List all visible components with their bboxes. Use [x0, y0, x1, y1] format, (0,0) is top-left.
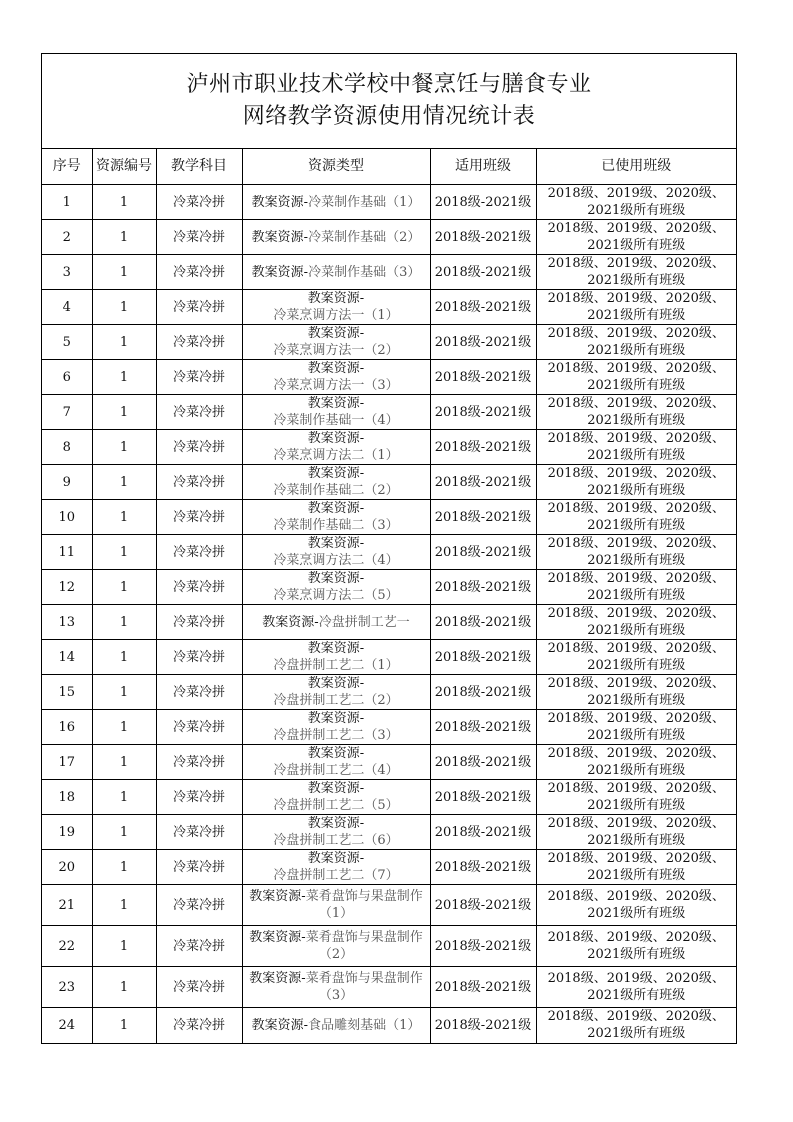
table-row — [42, 430, 736, 465]
type-prefix: 教案资源- — [307, 676, 365, 691]
type-prefix: 教案资源- — [251, 229, 309, 245]
cell-seq: 18 — [42, 780, 92, 815]
cell-used — [536, 570, 736, 605]
cell-code: 1 — [92, 710, 156, 745]
table-row — [42, 325, 736, 360]
type-prefix: 教案资源- — [307, 361, 365, 376]
cell-type — [242, 605, 430, 640]
cell-type — [242, 430, 430, 465]
cell-subject: 冷菜冷拼 — [156, 255, 242, 290]
cell-subject: 冷菜冷拼 — [156, 850, 242, 885]
used-line-1: 2018级、2019级、2020级、 — [547, 571, 725, 586]
used-line-2: 2021级所有班级 — [587, 798, 686, 813]
table-row — [42, 220, 736, 255]
type-detail: 冷菜制作基础（2） — [308, 229, 421, 245]
used-line-2: 2021级所有班级 — [587, 343, 686, 358]
cell-used — [536, 850, 736, 885]
cell-type — [242, 710, 430, 745]
used-line-1: 2018级、2019级、2020级、 — [547, 930, 725, 945]
cell-code: 1 — [92, 430, 156, 465]
type-prefix: 教案资源- — [251, 194, 309, 210]
table-row — [42, 815, 736, 850]
title-line-2: 网络教学资源使用情况统计表 — [242, 104, 536, 129]
type-detail: 冷菜制作基础（1） — [308, 194, 421, 210]
used-line-1: 2018级、2019级、2020级、 — [547, 641, 725, 656]
used-line-1: 2018级、2019级、2020级、 — [547, 781, 725, 796]
cell-applicable: 2018级-2021级 — [430, 640, 536, 675]
type-prefix: 教案资源- — [307, 746, 365, 761]
cell-code: 1 — [92, 967, 156, 1008]
statistics-sheet — [41, 53, 737, 1044]
header-code: 资源编号 — [92, 149, 156, 185]
type-prefix: 教案资源- — [249, 930, 306, 945]
title-line-1: 泸州市职业技术学校中餐烹饪与膳食专业 — [186, 72, 592, 97]
cell-subject: 冷菜冷拼 — [156, 500, 242, 535]
type-detail: 冷盘拼制工艺二（6） — [273, 833, 399, 848]
used-line-2: 2021级所有班级 — [587, 203, 686, 218]
type-prefix: 教案资源- — [251, 264, 309, 280]
cell-used — [536, 675, 736, 710]
used-line-2: 2021级所有班级 — [587, 238, 686, 253]
used-line-2: 2021级所有班级 — [587, 448, 686, 463]
used-line-1: 2018级、2019级、2020级、 — [547, 851, 725, 866]
type-prefix: 教案资源- — [307, 536, 365, 551]
used-line-2: 2021级所有班级 — [587, 553, 686, 568]
cell-code: 1 — [92, 605, 156, 640]
table-row — [42, 640, 736, 675]
type-prefix: 教案资源- — [307, 431, 365, 446]
table-row — [42, 885, 736, 926]
type-detail: 冷菜烹调方法二（5） — [273, 588, 399, 603]
used-line-2: 2021级所有班级 — [587, 378, 686, 393]
cell-seq: 24 — [42, 1008, 92, 1043]
cell-type — [242, 290, 430, 325]
cell-applicable: 2018级-2021级 — [430, 967, 536, 1008]
type-detail: 冷菜制作基础二（3） — [273, 518, 399, 533]
type-prefix: 教案资源- — [249, 889, 306, 904]
type-prefix: 教案资源- — [307, 291, 365, 306]
type-detail: 食品雕刻基础（1） — [308, 1017, 421, 1033]
cell-seq: 17 — [42, 745, 92, 780]
used-line-2: 2021级所有班级 — [587, 947, 686, 962]
type-prefix: 教案资源- — [307, 396, 365, 411]
cell-seq: 9 — [42, 465, 92, 500]
cell-type — [242, 926, 430, 967]
cell-code: 1 — [92, 926, 156, 967]
cell-type — [242, 780, 430, 815]
table-row — [42, 1008, 736, 1043]
cell-used — [536, 605, 736, 640]
used-line-1: 2018级、2019级、2020级、 — [547, 1009, 725, 1025]
cell-used — [536, 780, 736, 815]
cell-subject: 冷菜冷拼 — [156, 395, 242, 430]
cell-used — [536, 500, 736, 535]
cell-applicable: 2018级-2021级 — [430, 500, 536, 535]
cell-seq: 14 — [42, 640, 92, 675]
cell-applicable: 2018级-2021级 — [430, 745, 536, 780]
cell-type — [242, 745, 430, 780]
table-row — [42, 465, 736, 500]
table-row — [42, 967, 736, 1008]
used-line-1: 2018级、2019级、2020级、 — [547, 396, 725, 411]
cell-applicable: 2018级-2021级 — [430, 325, 536, 360]
cell-seq: 4 — [42, 290, 92, 325]
cell-seq: 19 — [42, 815, 92, 850]
type-detail: 菜肴盘饰与果盘制作（3） — [305, 971, 423, 1003]
cell-subject: 冷菜冷拼 — [156, 290, 242, 325]
cell-seq: 23 — [42, 967, 92, 1008]
type-detail: 菜肴盘饰与果盘制作（1） — [305, 889, 423, 921]
used-line-2: 2021级所有班级 — [587, 763, 686, 778]
cell-type — [242, 395, 430, 430]
used-line-2: 2021级所有班级 — [587, 1026, 686, 1042]
type-detail: 冷菜制作基础一（4） — [273, 413, 399, 428]
cell-used — [536, 465, 736, 500]
cell-code: 1 — [92, 185, 156, 220]
type-detail: 冷菜烹调方法一（1） — [273, 308, 399, 323]
type-detail: 冷盘拼制工艺一 — [318, 614, 410, 630]
cell-seq: 11 — [42, 535, 92, 570]
cell-code: 1 — [92, 1008, 156, 1043]
used-line-2: 2021级所有班级 — [587, 308, 686, 323]
header-applicable: 适用班级 — [430, 149, 536, 185]
cell-type — [242, 675, 430, 710]
used-line-1: 2018级、2019级、2020级、 — [547, 466, 725, 481]
type-detail: 菜肴盘饰与果盘制作（2） — [305, 930, 423, 962]
used-line-2: 2021级所有班级 — [587, 483, 686, 498]
cell-type — [242, 640, 430, 675]
cell-applicable: 2018级-2021级 — [430, 815, 536, 850]
used-line-2: 2021级所有班级 — [587, 833, 686, 848]
used-line-1: 2018级、2019级、2020级、 — [547, 186, 725, 201]
table-row — [42, 850, 736, 885]
cell-code: 1 — [92, 220, 156, 255]
cell-code: 1 — [92, 815, 156, 850]
used-line-1: 2018级、2019级、2020级、 — [547, 221, 725, 236]
type-detail: 冷菜烹调方法二（1） — [273, 448, 399, 463]
cell-used — [536, 220, 736, 255]
used-line-2: 2021级所有班级 — [587, 988, 686, 1003]
type-prefix: 教案资源- — [307, 851, 365, 866]
header-used: 已使用班级 — [536, 149, 736, 185]
type-detail: 冷菜烹调方法一（3） — [273, 378, 399, 393]
resource-table — [42, 149, 736, 1043]
cell-seq: 2 — [42, 220, 92, 255]
type-prefix: 教案资源- — [307, 641, 365, 656]
cell-used — [536, 395, 736, 430]
type-prefix: 教案资源- — [307, 781, 365, 796]
used-line-1: 2018级、2019级、2020级、 — [547, 676, 725, 691]
cell-subject: 冷菜冷拼 — [156, 430, 242, 465]
cell-seq: 8 — [42, 430, 92, 465]
type-detail: 冷菜烹调方法一（2） — [273, 343, 399, 358]
used-line-2: 2021级所有班级 — [587, 588, 686, 603]
type-detail: 冷盘拼制工艺二（3） — [273, 728, 399, 743]
cell-used — [536, 290, 736, 325]
header-row — [42, 149, 736, 185]
cell-seq: 7 — [42, 395, 92, 430]
table-row — [42, 675, 736, 710]
cell-seq: 6 — [42, 360, 92, 395]
table-row — [42, 780, 736, 815]
cell-subject: 冷菜冷拼 — [156, 1008, 242, 1043]
cell-type — [242, 360, 430, 395]
cell-applicable: 2018级-2021级 — [430, 220, 536, 255]
cell-seq: 3 — [42, 255, 92, 290]
table-row — [42, 710, 736, 745]
cell-code: 1 — [92, 535, 156, 570]
cell-code: 1 — [92, 500, 156, 535]
type-detail: 冷菜制作基础二（2） — [273, 483, 399, 498]
cell-applicable: 2018级-2021级 — [430, 780, 536, 815]
cell-used — [536, 967, 736, 1008]
cell-used — [536, 640, 736, 675]
type-prefix: 教案资源- — [307, 501, 365, 516]
cell-code: 1 — [92, 290, 156, 325]
cell-applicable: 2018级-2021级 — [430, 885, 536, 926]
used-line-1: 2018级、2019级、2020级、 — [547, 971, 725, 986]
type-prefix: 教案资源- — [249, 971, 306, 986]
type-detail: 冷菜烹调方法二（4） — [273, 553, 399, 568]
used-line-1: 2018级、2019级、2020级、 — [547, 536, 725, 551]
type-prefix: 教案资源- — [251, 1017, 309, 1033]
cell-subject: 冷菜冷拼 — [156, 967, 242, 1008]
type-detail: 冷菜制作基础（3） — [308, 264, 421, 280]
cell-code: 1 — [92, 325, 156, 360]
cell-type — [242, 535, 430, 570]
cell-type — [242, 255, 430, 290]
table-row — [42, 360, 736, 395]
table-row — [42, 570, 736, 605]
cell-type — [242, 967, 430, 1008]
cell-subject: 冷菜冷拼 — [156, 675, 242, 710]
cell-used — [536, 255, 736, 290]
used-line-2: 2021级所有班级 — [587, 413, 686, 428]
used-line-1: 2018级、2019级、2020级、 — [547, 889, 725, 904]
cell-type — [242, 325, 430, 360]
cell-subject: 冷菜冷拼 — [156, 570, 242, 605]
cell-subject: 冷菜冷拼 — [156, 605, 242, 640]
cell-seq: 1 — [42, 185, 92, 220]
table-row — [42, 535, 736, 570]
cell-used — [536, 430, 736, 465]
cell-used — [536, 885, 736, 926]
table-row — [42, 290, 736, 325]
used-line-2: 2021级所有班级 — [587, 868, 686, 883]
cell-subject: 冷菜冷拼 — [156, 535, 242, 570]
used-line-2: 2021级所有班级 — [587, 728, 686, 743]
cell-subject: 冷菜冷拼 — [156, 325, 242, 360]
cell-subject: 冷菜冷拼 — [156, 220, 242, 255]
used-line-1: 2018级、2019级、2020级、 — [547, 711, 725, 726]
table-row — [42, 500, 736, 535]
cell-seq: 10 — [42, 500, 92, 535]
cell-type — [242, 1008, 430, 1043]
cell-seq: 13 — [42, 605, 92, 640]
cell-code: 1 — [92, 465, 156, 500]
used-line-1: 2018级、2019级、2020级、 — [547, 431, 725, 446]
table-body — [42, 185, 736, 1043]
used-line-1: 2018级、2019级、2020级、 — [547, 256, 725, 271]
cell-subject: 冷菜冷拼 — [156, 885, 242, 926]
cell-subject: 冷菜冷拼 — [156, 640, 242, 675]
type-prefix: 教案资源- — [307, 326, 365, 341]
cell-subject: 冷菜冷拼 — [156, 710, 242, 745]
cell-seq: 22 — [42, 926, 92, 967]
type-detail: 冷盘拼制工艺二（4） — [273, 763, 399, 778]
cell-type — [242, 885, 430, 926]
cell-code: 1 — [92, 255, 156, 290]
type-prefix: 教案资源- — [307, 466, 365, 481]
cell-type — [242, 570, 430, 605]
cell-applicable: 2018级-2021级 — [430, 185, 536, 220]
type-prefix: 教案资源- — [307, 816, 365, 831]
type-detail: 冷盘拼制工艺二（2） — [273, 693, 399, 708]
table-row — [42, 255, 736, 290]
cell-seq: 21 — [42, 885, 92, 926]
cell-type — [242, 185, 430, 220]
cell-used — [536, 1008, 736, 1043]
cell-code: 1 — [92, 360, 156, 395]
cell-code: 1 — [92, 570, 156, 605]
header-seq: 序号 — [42, 149, 92, 185]
cell-used — [536, 926, 736, 967]
cell-subject: 冷菜冷拼 — [156, 465, 242, 500]
type-prefix: 教案资源- — [307, 571, 365, 586]
cell-code: 1 — [92, 640, 156, 675]
used-line-2: 2021级所有班级 — [587, 518, 686, 533]
used-line-1: 2018级、2019级、2020级、 — [547, 326, 725, 341]
used-line-1: 2018级、2019级、2020级、 — [547, 291, 725, 306]
cell-applicable: 2018级-2021级 — [430, 465, 536, 500]
cell-type — [242, 850, 430, 885]
cell-used — [536, 360, 736, 395]
cell-seq: 12 — [42, 570, 92, 605]
cell-used — [536, 710, 736, 745]
cell-applicable: 2018级-2021级 — [430, 255, 536, 290]
used-line-2: 2021级所有班级 — [587, 273, 686, 288]
cell-applicable: 2018级-2021级 — [430, 605, 536, 640]
cell-seq: 5 — [42, 325, 92, 360]
cell-applicable: 2018级-2021级 — [430, 395, 536, 430]
cell-subject: 冷菜冷拼 — [156, 815, 242, 850]
cell-applicable: 2018级-2021级 — [430, 430, 536, 465]
used-line-1: 2018级、2019级、2020级、 — [547, 501, 725, 516]
table-row — [42, 605, 736, 640]
used-line-1: 2018级、2019级、2020级、 — [547, 816, 725, 831]
cell-used — [536, 325, 736, 360]
cell-applicable: 2018级-2021级 — [430, 926, 536, 967]
cell-applicable: 2018级-2021级 — [430, 360, 536, 395]
table-row — [42, 926, 736, 967]
cell-applicable: 2018级-2021级 — [430, 710, 536, 745]
header-type: 资源类型 — [242, 149, 430, 185]
cell-applicable: 2018级-2021级 — [430, 535, 536, 570]
cell-used — [536, 745, 736, 780]
table-row — [42, 745, 736, 780]
cell-applicable: 2018级-2021级 — [430, 290, 536, 325]
cell-type — [242, 815, 430, 850]
cell-applicable: 2018级-2021级 — [430, 675, 536, 710]
type-detail: 冷盘拼制工艺二（1） — [273, 658, 399, 673]
cell-type — [242, 220, 430, 255]
sheet-title — [42, 54, 736, 149]
used-line-1: 2018级、2019级、2020级、 — [547, 606, 725, 621]
used-line-2: 2021级所有班级 — [587, 623, 686, 638]
used-line-2: 2021级所有班级 — [587, 658, 686, 673]
used-line-1: 2018级、2019级、2020级、 — [547, 746, 725, 761]
cell-applicable: 2018级-2021级 — [430, 1008, 536, 1043]
used-line-2: 2021级所有班级 — [587, 693, 686, 708]
type-detail: 冷盘拼制工艺二（7） — [273, 868, 399, 883]
cell-type — [242, 465, 430, 500]
cell-code: 1 — [92, 745, 156, 780]
cell-code: 1 — [92, 850, 156, 885]
cell-code: 1 — [92, 395, 156, 430]
used-line-2: 2021级所有班级 — [587, 906, 686, 921]
header-subject: 教学科目 — [156, 149, 242, 185]
cell-subject: 冷菜冷拼 — [156, 780, 242, 815]
cell-code: 1 — [92, 780, 156, 815]
cell-subject: 冷菜冷拼 — [156, 926, 242, 967]
cell-seq: 20 — [42, 850, 92, 885]
cell-applicable: 2018级-2021级 — [430, 570, 536, 605]
type-detail: 冷盘拼制工艺二（5） — [273, 798, 399, 813]
cell-seq: 16 — [42, 710, 92, 745]
used-line-1: 2018级、2019级、2020级、 — [547, 361, 725, 376]
cell-seq: 15 — [42, 675, 92, 710]
cell-code: 1 — [92, 675, 156, 710]
cell-subject: 冷菜冷拼 — [156, 360, 242, 395]
cell-used — [536, 185, 736, 220]
cell-type — [242, 500, 430, 535]
cell-code: 1 — [92, 885, 156, 926]
table-row — [42, 185, 736, 220]
type-prefix: 教案资源- — [262, 614, 319, 630]
cell-subject: 冷菜冷拼 — [156, 185, 242, 220]
table-row — [42, 395, 736, 430]
cell-subject: 冷菜冷拼 — [156, 745, 242, 780]
type-prefix: 教案资源- — [307, 711, 365, 726]
cell-used — [536, 815, 736, 850]
cell-applicable: 2018级-2021级 — [430, 850, 536, 885]
cell-used — [536, 535, 736, 570]
